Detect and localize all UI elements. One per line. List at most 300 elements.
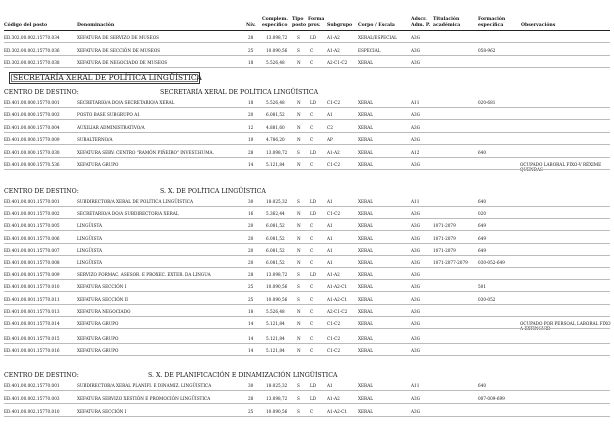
row-divider	[4, 328, 610, 329]
cell-niv: 12	[248, 124, 254, 130]
header-codigo: Código del posto	[4, 23, 48, 28]
table-row	[0, 307, 614, 316]
cell-subgrupo: A1-A2	[327, 272, 340, 278]
cell-complemento: 5.121,84	[266, 348, 285, 354]
cell-corpo: XERAL	[358, 396, 373, 401]
cell-niv: 20	[248, 223, 254, 229]
cell-forma: C	[310, 223, 314, 229]
cell-forma: C	[310, 296, 314, 302]
cell-adscripcion: A11	[411, 383, 420, 388]
cell-subgrupo: C1-C2	[327, 336, 341, 341]
cell-forma: C	[310, 321, 314, 326]
cell-complemento: 4.881,60	[266, 124, 285, 130]
table-row	[0, 46, 614, 55]
cell-niv: 18	[248, 60, 254, 65]
cell-titulacion: 1071-2079	[433, 247, 456, 253]
cell-niv: 28	[248, 396, 254, 401]
cell-forma: LD	[310, 100, 317, 105]
cell-corpo: XERAL	[358, 235, 373, 241]
cell-denominacion: LINGÜISTA	[77, 260, 103, 265]
cell-corpo: XERAL	[358, 247, 373, 253]
cell-niv: 20	[248, 235, 254, 241]
cell-complemento: 5.121,84	[266, 162, 285, 167]
row-divider	[4, 55, 610, 56]
cell-subgrupo: A2-C1-C2	[327, 60, 348, 65]
row-divider	[4, 343, 610, 344]
cell-denominacion: XEFATURA SERV. CENTRO "RAMÓN PIÑEIRO" INVEST.HUMA.	[77, 149, 214, 155]
cell-forma: C	[310, 348, 314, 354]
cell-denominacion: SUBALTERNO/A	[77, 137, 113, 143]
cell-adscripcion: A3G	[411, 247, 421, 253]
row-divider	[4, 144, 610, 145]
cell-corpo: XERAL	[358, 162, 373, 167]
cell-adscripcion: A3G	[411, 137, 421, 143]
header-denominacion: Denominación	[77, 23, 115, 28]
header-observacions: Observacións	[521, 23, 556, 28]
row-divider	[4, 255, 610, 256]
centro-name: SECRETARÍA XERAL DE POLÍTICA LINGÜÍSTICA	[160, 89, 319, 96]
cell-titulacion: 1071-2077-2079	[433, 260, 468, 265]
cell-subgrupo: A1-A2-C1	[327, 296, 348, 302]
cell-adscripcion: A12	[411, 149, 420, 155]
cell-niv: 28	[248, 272, 254, 278]
cell-tipo: N	[297, 260, 301, 265]
cell-tipo: N	[297, 112, 301, 118]
cell-subgrupo: A1	[327, 223, 333, 229]
cell-forma: LD	[310, 383, 317, 388]
cell-complemento: 13.098,72	[266, 272, 288, 278]
centro-label: CENTRO DE DESTINO:	[4, 89, 79, 96]
table-row	[0, 394, 614, 403]
cell-denominacion: XEFATURA SECCIÓN I	[77, 409, 127, 414]
cell-adscripcion: A3G	[411, 321, 421, 326]
cell-niv: 20	[248, 260, 254, 265]
cell-code: ED.401.00.001.15770.005	[4, 223, 60, 229]
cell-formacion: 649	[478, 235, 486, 241]
table-row	[0, 282, 614, 291]
cell-code: ED.302.00.002.15770.036	[4, 47, 60, 53]
cell-tipo: N	[297, 348, 301, 354]
row-divider	[4, 42, 610, 43]
cell-subgrupo: A1	[327, 247, 333, 253]
cell-code: ED.401.00.000.15770.030	[4, 149, 60, 155]
row-divider	[4, 279, 610, 280]
cell-corpo: XERAL	[358, 336, 373, 341]
row-divider	[4, 243, 610, 244]
table-row	[0, 334, 614, 343]
row-divider	[4, 119, 610, 120]
header-tipo: Tipo	[292, 17, 304, 22]
cell-denominacion: LINGÜISTA	[77, 223, 103, 229]
cell-forma: LD	[310, 149, 317, 155]
header-forma: Forma	[308, 17, 325, 22]
cell-subgrupo: C1-C2	[327, 211, 341, 217]
cell-forma: LD	[310, 211, 317, 217]
cell-niv: 25	[248, 296, 254, 302]
cell-denominacion: XEFATURA GRUPO	[77, 336, 119, 341]
cell-corpo: XERAL	[358, 149, 373, 155]
header-especifico: específico	[262, 23, 288, 28]
table-row	[0, 346, 614, 355]
cell-complemento: 5.362,44	[266, 211, 285, 217]
cell-adscripcion: A3G	[411, 272, 421, 278]
cell-code: ED.401.00.001.15770.007	[4, 247, 60, 253]
cell-corpo: XERAL	[358, 124, 373, 130]
header-academica: académica	[433, 23, 461, 28]
cell-forma: C	[310, 247, 314, 253]
table-row	[0, 381, 614, 390]
cell-forma: C	[310, 60, 314, 65]
row-divider	[4, 403, 610, 404]
cell-code: ED.401.00.001.15770.006	[4, 235, 60, 241]
cell-code: ED.401.00.002.15770.010	[4, 409, 60, 414]
cell-niv: 20	[248, 247, 254, 253]
header-posto: posto	[292, 23, 307, 28]
cell-tipo: N	[297, 247, 301, 253]
cell-corpo: XERAL/ESPECIAL	[358, 35, 397, 40]
cell-code: ED.401.00.001.15770.008	[4, 260, 60, 265]
cell-tipo: S	[297, 284, 300, 290]
cell-denominacion: SERVIZO FORMAC. ASESOR. E PROXEC. EXTER. DA LINGUA	[77, 272, 211, 278]
cell-niv: 14	[248, 162, 254, 167]
cell-niv: 25	[248, 284, 254, 290]
cell-tipo: S	[297, 396, 300, 401]
cell-tipo: S	[297, 409, 300, 414]
cell-denominacion: SECRETARIO/A DO/A SUBDIRECTOR/A XERAL	[77, 211, 179, 217]
cell-subgrupo: A1-A2	[327, 396, 340, 401]
cell-denominacion: SECRETARIO/A DO/A SECRETARIO/A XERAL	[77, 100, 175, 105]
cell-formacion: 640	[478, 149, 486, 155]
cell-complemento: 5.526,48	[266, 308, 285, 314]
cell-forma: C	[310, 336, 314, 341]
table-row	[0, 319, 614, 328]
cell-corpo: XERAL	[358, 223, 373, 229]
cell-observacions: OCUPADO LABORAL FIXO-V RÉXIME	[520, 162, 602, 167]
cell-formacion: 640	[478, 199, 486, 204]
centro-label: CENTRO DE DESTINO:	[4, 188, 79, 195]
cell-adscripcion: A11	[411, 100, 420, 105]
cell-formacion: 649	[478, 223, 486, 229]
cell-denominacion: POSTO BASE SUBGRUPO A1	[77, 112, 140, 118]
cell-denominacion: XEFATURA NEGOCIADO	[77, 308, 131, 314]
cell-complemento: 6.081,52	[266, 260, 285, 265]
section-title: SECRETARÍA XERAL DE POLÍTICA LINGÜÍSTICA	[13, 73, 202, 82]
cell-adscripcion: A11	[411, 199, 420, 204]
cell-subgrupo: C1-C2	[327, 321, 341, 326]
cell-denominacion: XEFATURA SECCIÓN II	[77, 296, 128, 302]
table-row	[0, 135, 614, 144]
cell-code: ED.302.00.002.15770.038	[4, 60, 60, 65]
cell-subgrupo: A1	[327, 199, 333, 204]
cell-code: ED.401.00.001.15770.001	[4, 199, 60, 204]
cell-adscripcion: A3G	[411, 296, 421, 302]
cell-adscripcion: A3G	[411, 211, 421, 217]
cell-tipo: N	[297, 137, 301, 143]
cell-denominacion: XEFATURA DE SECCIÓN DE MUSEOS	[77, 47, 161, 53]
cell-code: ED.401.00.002.15770.001	[4, 383, 60, 388]
cell-niv: 28	[248, 35, 254, 40]
row-divider	[4, 316, 610, 317]
header-adscr: Adscr.	[411, 17, 427, 22]
cell-tipo: N	[297, 321, 301, 326]
cell-forma: C	[310, 162, 314, 167]
cell-formacion: 501	[478, 284, 486, 290]
cell-code: ED.401.00.000.15770.009	[4, 137, 60, 143]
cell-complemento: 13.098,72	[266, 396, 288, 401]
cell-denominacion: XEFATURA GRUPO	[77, 321, 119, 326]
cell-subgrupo: A1-A2-C1	[327, 409, 348, 414]
cell-forma: LD	[310, 272, 317, 278]
cell-complemento: 5.526,48	[266, 60, 285, 65]
table-row	[0, 98, 614, 107]
cell-niv: 18	[248, 308, 254, 314]
cell-complemento: 13.098,72	[266, 149, 288, 155]
table-row	[0, 123, 614, 132]
cell-tipo: N	[297, 162, 301, 167]
table-row	[0, 197, 614, 206]
cell-subgrupo: A1-A2	[327, 35, 340, 40]
cell-tipo: S	[297, 199, 300, 204]
cell-formacion: 030-052	[478, 296, 496, 302]
row-divider	[4, 230, 610, 231]
cell-denominacion: AUXILIAR ADMINISTRATIVO/A	[77, 124, 145, 130]
cell-adscripcion: A3G	[411, 348, 421, 354]
cell-denominacion: XEFATURA SERVIZO XESTIÓN E PROMOCIÓN LINGÜÍSTICA	[77, 396, 211, 401]
cell-adscripcion: A3G	[411, 396, 421, 401]
cell-forma: LD	[310, 396, 317, 401]
cell-subgrupo: A2-C1-C2	[327, 308, 348, 314]
row-divider	[4, 355, 610, 356]
cell-niv: 28	[248, 149, 254, 155]
cell-forma: C	[310, 284, 314, 290]
cell-formacion: 640	[478, 383, 486, 388]
cell-niv: 14	[248, 321, 254, 326]
cell-corpo: XERAL	[358, 296, 373, 302]
cell-complemento: 10.090,56	[266, 296, 288, 302]
header-titulacion: Titulación	[433, 17, 460, 22]
cell-niv: 25	[248, 47, 254, 53]
cell-niv: 14	[248, 348, 254, 354]
row-divider	[4, 157, 610, 158]
cell-forma: C	[310, 124, 314, 130]
cell-denominacion: SUBDIRECTOR/A XERAL PLANIFI. E DINAMIZ. LINGÜÍSTICA	[77, 383, 212, 388]
cell-adscripcion: A3G	[411, 223, 421, 229]
centro-name: S. X. DE PLANIFICACIÓN E DINAMIZACIÓN LINGÜÍSTICA	[148, 372, 338, 379]
cell-tipo: N	[297, 60, 301, 65]
cell-tipo: N	[297, 100, 301, 105]
header-subgrupo: Subgrupo	[327, 23, 353, 28]
centro-name: S. X. DE POLÍTICA LINGÜÍSTICA	[160, 188, 266, 195]
cell-formacion: 020-681	[478, 100, 496, 105]
row-divider	[4, 267, 610, 268]
cell-code: ED.401.00.001.15770.011	[4, 296, 60, 302]
cell-niv: 10	[248, 137, 254, 143]
cell-tipo: S	[297, 149, 300, 155]
cell-complemento: 6.081,52	[266, 247, 285, 253]
cell-tipo: S	[297, 383, 300, 388]
cell-forma: C	[310, 409, 314, 414]
cell-formacion: 007-009-699	[478, 396, 505, 401]
cell-subgrupo: C2	[327, 124, 333, 130]
cell-formacion: 030-052-649	[478, 260, 505, 265]
table-row	[0, 33, 614, 42]
table-row	[0, 234, 614, 243]
cell-forma: C	[310, 47, 314, 53]
cell-corpo: XERAL	[358, 272, 373, 278]
table-row	[0, 407, 614, 416]
row-divider	[4, 67, 610, 68]
cell-forma: C	[310, 112, 314, 118]
cell-tipo: N	[297, 336, 301, 341]
cell-subgrupo: A1	[327, 383, 333, 388]
cell-corpo: XERAL	[358, 308, 373, 314]
cell-titulacion: 1071-2079	[433, 235, 456, 241]
cell-code: ED.401.00.001.15770.009	[4, 272, 60, 278]
cell-code: ED.401.00.000.15770.536	[4, 162, 60, 167]
cell-subgrupo: AP	[327, 137, 333, 143]
table-row	[0, 270, 614, 279]
cell-tipo: S	[297, 272, 300, 278]
cell-tipo: S	[297, 296, 300, 302]
cell-niv: 20	[248, 112, 254, 118]
cell-subgrupo: A1	[327, 260, 333, 265]
cell-forma: C	[310, 308, 314, 314]
cell-denominacion: XEFATURA DE SERVIZO DE MUSEOS	[77, 35, 160, 40]
cell-corpo: XERAL	[358, 348, 373, 354]
cell-corpo: XERAL	[358, 409, 373, 414]
cell-complemento: 10.090,56	[266, 409, 288, 414]
header-divider	[4, 30, 610, 31]
cell-adscripcion: A3G	[411, 308, 421, 314]
cell-subgrupo: C1-C2	[327, 348, 341, 354]
cell-denominacion: XEFATURA SECCIÓN I	[77, 284, 127, 290]
cell-subgrupo: A1-A2	[327, 149, 340, 155]
cell-tipo: N	[297, 308, 301, 314]
header-especifica: específica	[478, 23, 504, 28]
row-divider	[4, 107, 610, 108]
cell-corpo: XERAL	[358, 100, 373, 105]
cell-complemento: 18.025,32	[266, 383, 288, 388]
cell-adscripcion: A3G	[411, 35, 421, 40]
header-niv: Nív.	[246, 23, 256, 28]
cell-complemento: 13.098,72	[266, 35, 288, 40]
table-row	[0, 209, 614, 218]
cell-code: ED.401.00.001.15770.013	[4, 308, 60, 314]
cell-forma: C	[310, 137, 314, 143]
cell-code: ED.302.00.002.15770.034	[4, 35, 60, 40]
table-row	[0, 110, 614, 119]
cell-complemento: 4.786,20	[266, 137, 285, 143]
cell-adscripcion: A3G	[411, 284, 421, 290]
cell-denominacion: SUBDIRECTOR/A XERAL DE POLÍTICA LINGÜÍSTICA	[77, 199, 193, 204]
cell-corpo: XERAL	[358, 211, 373, 217]
table-row	[0, 258, 614, 267]
cell-complemento: 18.025,32	[266, 199, 288, 204]
cell-adscripcion: A3G	[411, 47, 421, 53]
cell-niv: 18	[248, 100, 254, 105]
cell-tipo: N	[297, 235, 301, 241]
row-divider	[4, 206, 610, 207]
cell-denominacion: LINGÜISTA	[77, 235, 103, 241]
cell-formacion: 058-962	[478, 47, 496, 53]
cell-adscripcion: A3G	[411, 60, 421, 65]
cell-tipo: N	[297, 223, 301, 229]
cell-adscripcion: A3G	[411, 336, 421, 341]
cell-adscripcion: A3G	[411, 409, 421, 414]
cell-tipo: S	[297, 35, 300, 40]
cell-complemento: 5.526,48	[266, 100, 285, 105]
cell-complemento: 6.081,52	[266, 235, 285, 241]
cell-observacions: OCUPADO POR PERSOAL LABORAL FIXO	[520, 321, 611, 326]
cell-subgrupo: A1	[327, 112, 333, 118]
cell-complemento: 5.121,84	[266, 336, 285, 341]
cell-adscripcion: A3G	[411, 112, 421, 118]
table-row	[0, 246, 614, 255]
cell-code: ED.401.00.000.15770.003	[4, 112, 60, 118]
cell-niv: 30	[248, 383, 254, 388]
cell-corpo: XERAL	[358, 137, 373, 143]
header-complem: Complem.	[262, 17, 288, 22]
cell-complemento: 6.081,52	[266, 112, 285, 118]
cell-tipo: N	[297, 124, 301, 130]
header-corpo: Corpo / Escala	[358, 23, 395, 28]
row-divider	[4, 304, 610, 305]
cell-corpo: XERAL	[358, 199, 373, 204]
cell-denominacion: XEFATURA DE NEGOCIADO DE MUSEOS	[77, 60, 168, 65]
table-row	[0, 295, 614, 304]
cell-adscripcion: A3G	[411, 124, 421, 130]
cell-tipo: S	[297, 47, 300, 53]
row-divider	[4, 169, 610, 170]
cell-code: ED.401.00.000.15770.004	[4, 124, 60, 130]
cell-denominacion: LINGÜISTA	[77, 247, 103, 253]
cell-corpo: XERAL	[358, 260, 373, 265]
cell-forma: C	[310, 235, 314, 241]
table-row	[0, 58, 614, 67]
cell-code: ED.401.00.000.15770.001	[4, 100, 60, 105]
cell-code: ED.401.00.002.15770.003	[4, 396, 60, 401]
cell-niv: 25	[248, 409, 254, 414]
cell-subgrupo: A1	[327, 235, 333, 241]
cell-code: ED.401.00.001.15770.002	[4, 211, 60, 217]
header-adm: Adm. P.	[411, 23, 431, 28]
cell-complemento: 5.121,84	[266, 321, 285, 326]
cell-tipo: N	[297, 211, 301, 217]
cell-subgrupo: A1-A2-C1	[327, 284, 348, 290]
cell-denominacion: XEFATURA GRUPO	[77, 162, 119, 167]
row-divider	[4, 390, 610, 391]
header-prov: prov.	[308, 23, 321, 28]
table-row	[0, 148, 614, 157]
cell-corpo: XERAL	[358, 112, 373, 118]
cell-forma: C	[310, 260, 314, 265]
cell-complemento: 6.081,52	[266, 223, 285, 229]
row-divider	[4, 132, 610, 133]
table-row	[0, 221, 614, 230]
cell-niv: 14	[248, 336, 254, 341]
cell-subgrupo: C1-C2	[327, 100, 341, 105]
cell-corpo: ESPECIAL	[358, 47, 381, 53]
row-divider	[4, 291, 610, 292]
cell-denominacion: XEFATURA GRUPO	[77, 348, 119, 354]
cell-subgrupo: C1-C2	[327, 162, 341, 167]
centro-label: CENTRO DE DESTINO:	[4, 372, 79, 379]
cell-forma: LD	[310, 199, 317, 204]
cell-niv: 30	[248, 199, 254, 204]
cell-corpo: XERAL	[358, 60, 373, 65]
cell-corpo: XERAL	[358, 284, 373, 290]
cell-complemento: 10.090,56	[266, 284, 288, 290]
